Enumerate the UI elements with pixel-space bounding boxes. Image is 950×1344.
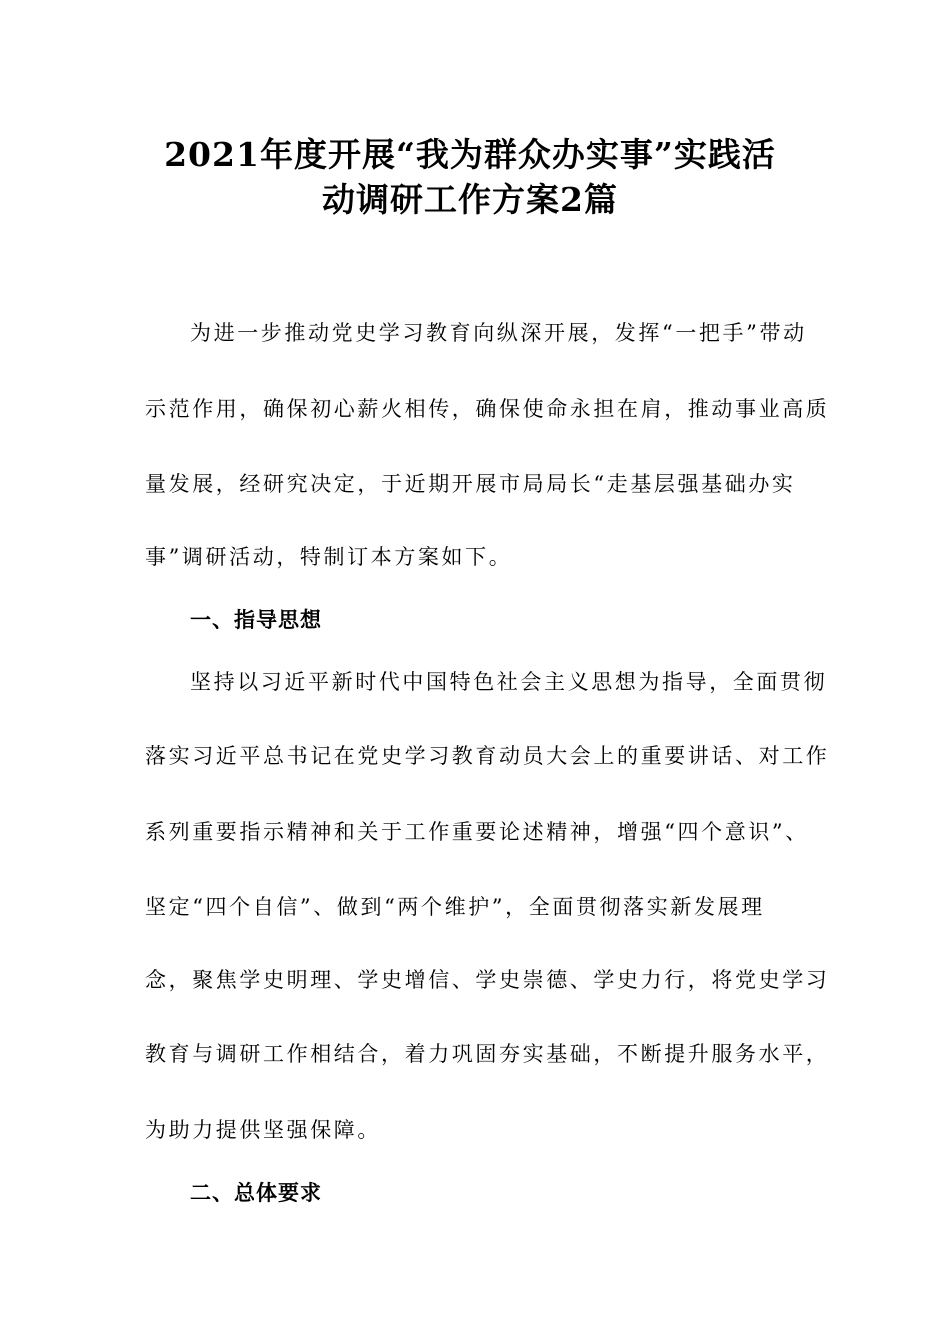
section1-line-1: 坚持以习近平新时代中国特色社会主义思想为指导，全面贯彻 — [190, 670, 828, 694]
section1-line-3: 系列重要指示精神和关于工作重要论述精神，增强“四个意识”、 — [145, 820, 809, 844]
section-heading-guiding-thought: 一、指导思想 — [190, 607, 322, 632]
intro-line-1: 为进一步推动党史学习教育向纵深开展，发挥“一把手”带动 — [190, 321, 807, 345]
section-heading-overall-requirements: 二、总体要求 — [190, 1180, 322, 1205]
section1-line-7: 为助力提供坚强保障。 — [145, 1118, 381, 1142]
intro-line-4: 事”调研活动，特制订本方案如下。 — [145, 545, 513, 569]
document-title-line-2: 动调研工作方案2篇 — [322, 180, 618, 219]
document-title-line-1: 2021年度开展“我为群众办实事”实践活 — [164, 135, 776, 174]
section1-line-2: 落实习近平总书记在党史学习教育动员大会上的重要讲话、对工作 — [145, 744, 830, 768]
section1-line-4: 坚定“四个自信”、做到“两个维护”，全面贯彻落实新发展理 — [145, 895, 765, 919]
intro-line-3: 量发展，经研究决定，于近期开展市局局长“走基层强基础办实 — [145, 472, 796, 496]
section1-line-6: 教育与调研工作相结合，着力巩固夯实基础，不断提升服务水平， — [145, 1042, 830, 1066]
intro-line-2: 示范作用，确保初心薪火相传，确保使命永担在肩，推动事业高质 — [145, 397, 830, 421]
section1-line-5: 念，聚焦学史明理、学史增信、学史崇德、学史力行，将党史学习 — [145, 968, 830, 992]
